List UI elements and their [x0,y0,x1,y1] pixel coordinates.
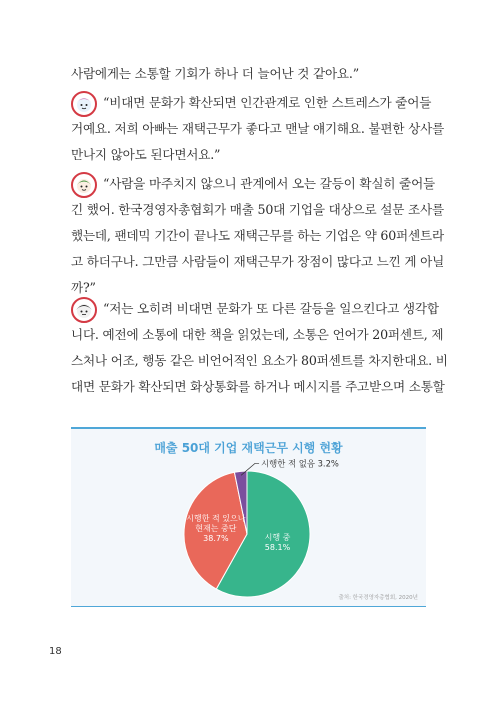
text-line: 만나지 않아도 된다면서요.” [71,147,221,162]
slice-value: 58.1% [264,542,291,552]
text-line: 긴 했어. 한국경영자총협회가 매출 50대 기업을 대상으로 설문 조사를 [71,202,444,217]
text-line: 대면 문화가 확산되면 화상통화를 하거나 메시지를 주고받으며 소통할 [71,379,445,394]
chart-title: 매출 50대 기업 재택근무 시행 현황 [154,441,343,455]
chart-source: 출처: 한국경영자총협회, 2020년 [338,595,418,601]
chart-container [71,427,426,607]
text-line: 스처나 어조, 행동 같은 비언어적인 요소가 80퍼센트를 차지한대요. 비 [71,353,448,368]
slice-label: 시행한 적 있으나 [186,514,246,524]
pie-chart [71,429,426,607]
page-number: 18 [49,646,62,657]
text-line: “사람을 마주치지 않으니 관계에서 오는 갈등이 확실히 줄어들 [103,176,435,191]
text-line: 니다. 예전에 소통에 대한 책을 읽었는데, 소통은 언어가 20퍼센트, 제 [71,327,444,342]
text-line: 까?” [71,280,96,295]
text-line: 사람에게는 소통할 기회가 하나 더 늘어난 것 같아요.” [71,66,359,81]
text-line: 고 하더구나. 그만큼 사람들이 재택근무가 장점이 많다고 느낀 게 아닐 [71,254,445,269]
slice-label: 시행 중 [264,532,291,542]
callout-label: 시행한 적 없음 3.2% [261,458,339,469]
slice-label: 현재는 중단 [195,524,237,534]
girl-avatar-icon [71,91,97,117]
boy-avatar-icon [71,172,97,198]
text-line: “비대면 문화가 확산되면 인간관계로 인한 스트레스가 줄어들 [103,95,432,110]
slice-value: 38.7% [203,534,229,544]
text-line: 거예요. 저희 아빠는 재택근무가 좋다고 맨날 얘기해요. 불편한 상사를 [71,121,445,136]
adult-avatar-icon [71,297,97,323]
text-line: 했는데, 팬데믹 기간이 끝나도 재택근무를 하는 기업은 약 60퍼센트라 [71,228,444,243]
text-line: “저는 오히려 비대면 문화가 또 다른 갈등을 일으킨다고 생각합 [103,301,439,316]
